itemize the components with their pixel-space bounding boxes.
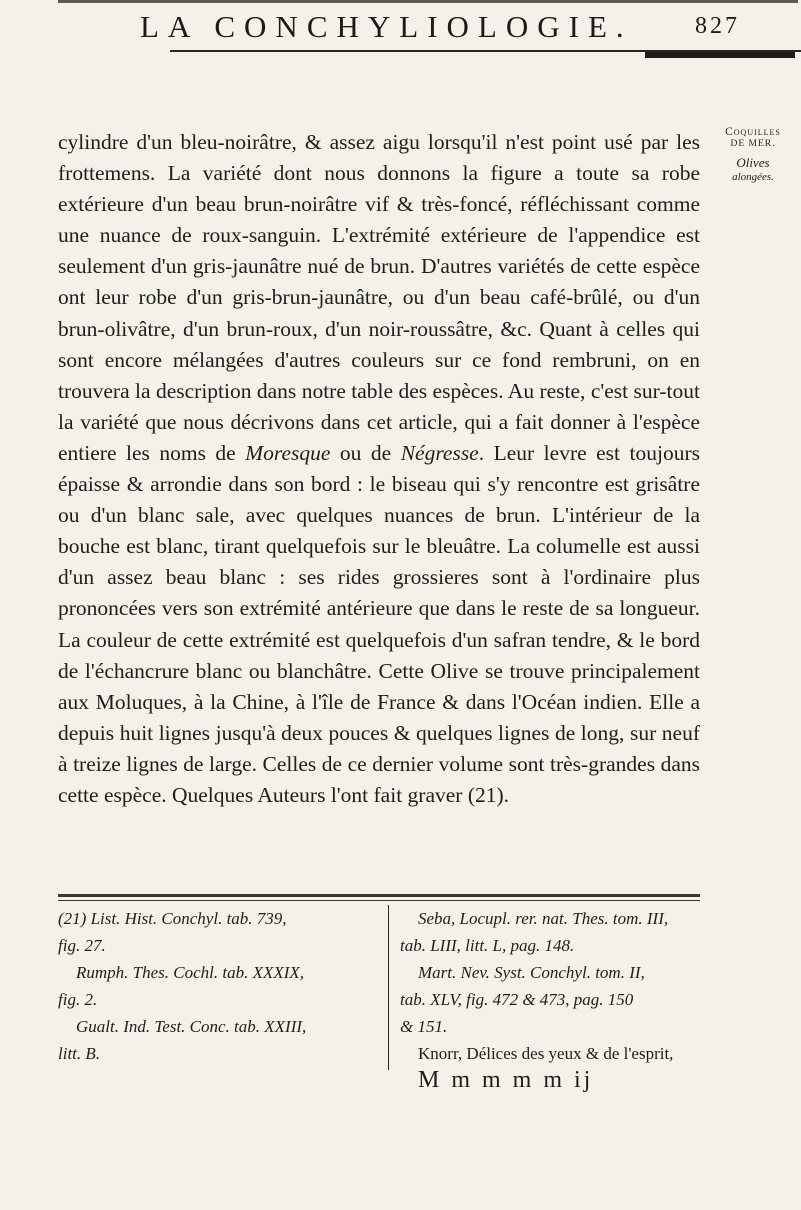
footnote-rule-thick <box>58 894 700 897</box>
margin-head-mark <box>645 52 795 58</box>
signature-mark: M m m m m ij <box>418 1067 594 1093</box>
footnote-column-divider <box>388 905 389 1070</box>
footnote-line: fig. 27. <box>58 936 106 955</box>
footnote-left-column <box>58 905 378 1067</box>
running-title: LA CONCHYLIOLOGIE. <box>140 9 633 44</box>
footnote-line: (21) List. Hist. Conchyl. tab. 739, <box>58 909 287 928</box>
margin-note <box>708 126 798 184</box>
footnote-line: Seba, Locupl. rer. nat. Thes. tom. III, <box>418 909 669 928</box>
body-text-part2: ou de <box>330 440 401 465</box>
footnote-line: tab. XLV, fig. 472 & 473, pag. 150 <box>400 990 634 1009</box>
margin-note-line1: Coquilles <box>725 126 781 138</box>
footnote-line: Gualt. Ind. Test. Conc. tab. XXIII, <box>76 1017 307 1036</box>
body-italic-negresse: Négresse <box>400 440 479 465</box>
footnote-line: Mart. Nev. Syst. Conchyl. tom. II, <box>418 963 645 982</box>
footnote-line: fig. 2. <box>58 990 98 1009</box>
footnote-line: Rumph. Thes. Cochl. tab. XXXIX, <box>76 963 305 982</box>
margin-note-line2: DE MER. <box>730 139 776 150</box>
main-paragraph <box>58 127 700 811</box>
page-number: 827 <box>695 13 740 39</box>
margin-note-line3: Olives <box>736 155 770 171</box>
running-header <box>110 0 800 50</box>
body-text-part1: cylindre d'un bleu-noirâtre, & assez aigu lorsqu'il n'est point usé par les frottemens. La variété dont nous donnons la figure a toute sa robe extérieure d'un beau brun-noirâtre vif & très-foncé, réfléchissant comme une nuance de roux-sanguin. L'extrémité extérieure de l'appendice est seulement d'un gris-jaunâtre nué de brun. D'autres variétés de cette espèce ont leur robe d'un gris-brun-jaunâtre, ou d'un beau café-brûlé, ou d'un brun-olivâtre, d'un brun-roux, d'un noir-roussâtre, &c. Quant à celles qui sont encore mélangées d'autres couleurs sur ce fond rembruni, on en trouvera la description dans notre table des espèces. Au reste, c'est sur-tout la variété que nous décrivons dans cet article, qui a fait donner à l'espèce entiere les noms de <box>58 130 700 465</box>
body-text-part3: . Leur levre est toujours épaisse & arrondie dans son bord : le biseau qui s'y rencontre est grisâtre ou d'un blanc sale, avec quelques nuances de brun. L'intérieur de la bouche est blanc, tirant quelquefois sur le bleuâtre. La columelle est aussi d'un assez beau blanc : ses rides grossieres sont à l'ordinaire plus prononcées vers son extrémité antérieure que dans le reste de sa longueur. La couleur de cette extrémité est quelquefois d'un safran tendre, & le bord de l'échancrure blanc ou blanchâtre. Cette Olive se trouve principalement aux Moluques, à la Chine, à l'île de France & dans l'Océan indien. Elle a depuis huit lignes jusqu'à deux pouces & quelques lignes de long, sur neuf à treize lignes de large. Celles de ce dernier volume sont très-grandes dans cette espèce. Quelques Auteurs l'ont fait graver (21). <box>58 440 700 807</box>
body-italic-moresque: Moresque <box>245 440 331 465</box>
margin-note-line4: alongées. <box>732 171 774 184</box>
footnote-right-column <box>400 905 705 1093</box>
footnote-line: tab. LIII, litt. L, pag. 148. <box>400 936 575 955</box>
footnote-line: Knorr, Délices des yeux & de l'esprit, <box>418 1044 674 1063</box>
footnote-line: & 151. <box>400 1017 448 1036</box>
footnote-rule-thin <box>58 900 700 901</box>
footnote-line: litt. B. <box>58 1044 101 1063</box>
